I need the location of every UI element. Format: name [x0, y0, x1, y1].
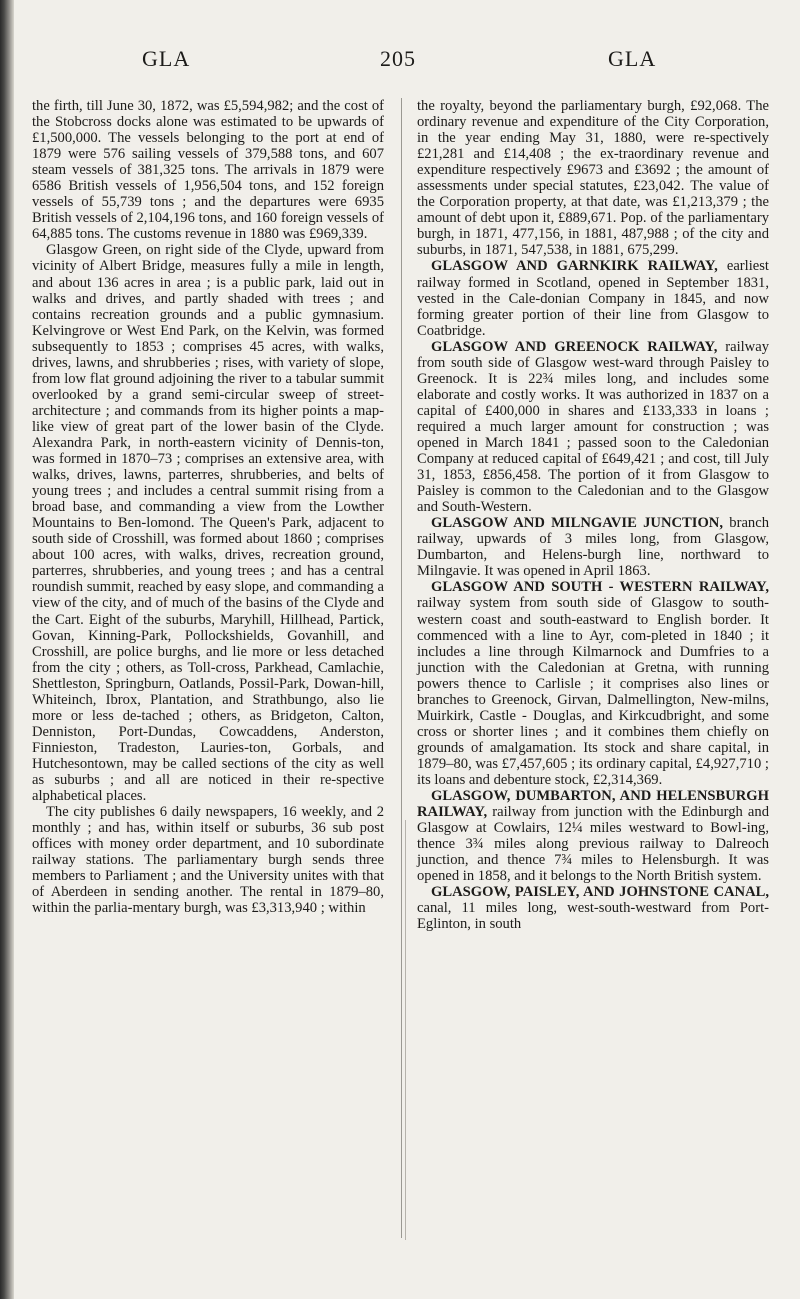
entry-glasgow-milngavie-junction	[417, 515, 769, 579]
left-column	[32, 98, 384, 916]
entry-body: railway from south side of Glasgow west-ward through Paisley to Greenock. It is 22¾ miles long, and includes some elaborate and costly works. It was authorized in 1837 on a capital of £400,000 in shares and £133,333 in loans ; required a much larger amount for construction ; was opened in March 1841 ; passed soon to the Caledonian Company at reduced capital of £649,421 ; and cost, till July 31, 1853, £856,458. The portion of it from Glasgow to Paisley is common to the Caledonian and to the Glasgow and South-Western.	[417, 338, 769, 516]
entry-headword: GLASGOW AND GARNKIRK RAILWAY,	[431, 258, 718, 275]
entry-glasgow-greenock-railway	[417, 339, 769, 516]
page-number: 205	[380, 46, 416, 71]
entry-headword: GLASGOW AND MILNGAVIE JUNCTION,	[431, 515, 723, 532]
paragraph-port-statistics: the firth, till June 30, 1872, was £5,594,982; and the cost of the Stobcross docks alone was estimated to be upwards of £1,500,000. The vessels belonging to the port at end of 1879 were 576 sailing vessels of 379,588 tons, and 607 steam vessels of 381,325 tons. The arrivals in 1879 were 6586 British vessels of 1,956,504 tons, and 152 foreign vessels of 55,739 tons ; and the departures were 6935 British vessels of 2,104,196 tons, and 160 foreign vessels of 64,885 tons. The customs revenue in 1880 was £969,339.	[32, 98, 384, 243]
paragraph-newspapers-and-rental: The city publishes 6 daily newspapers, 16 weekly, and 2 monthly ; and has, within itself or suburbs, 36 sub post offices with money order department, and 10 subordinate railway stations. The parliamentary burgh sends three members to Parliament ; and the University unites with that of Aberdeen in sending another. The rental in 1879–80, within the parlia-mentary burgh, was £3,313,940 ; within	[32, 804, 384, 917]
header-left-word: GLA	[142, 46, 191, 71]
entry-body: branch railway, upwards of 3 miles long, from Glasgow, Dumbarton, and Helens-burgh line, northward to Milngavie. It was opened in April 1863.	[417, 515, 769, 580]
entry-body: railway system from south side of Glasgow to south-western coast and south-eastward to English border. It commenced with a line to Ayr, com-pleted in 1840 ; it includes a line through Kilmarnock and Dumfries to a junction with the Caledonian at Gretna, with running powers thence to Carlisle ; it comprises also lines or branches to Greenock, Girvan, Dalmellington, New-milns, Muirkirk, Castle - Douglas, and Kirkcudbright, and some cross or shorter lines ; and it combines them chiefly on grounds of amalgamation. Its stock and share capital, in 1879–80, was £7,457,605 ; its ordinary capital, £4,927,710 ; its loans and debenture stock, £2,314,369.	[417, 595, 769, 788]
entry-glasgow-paisley-johnstone-canal	[417, 884, 769, 932]
entry-headword: GLASGOW, DUMBARTON, AND HELENSBURGH RAILWAY,	[417, 788, 769, 821]
paragraph-royalty-revenue: the royalty, beyond the parliamentary burgh, £92,068. The ordinary revenue and expenditure of the City Corporation, in the year ending May 31, 1880, were re-spectively £21,281 and £14,408 ; the ex-traordinary revenue and expenditure respectively £9673 and £3692 ; the amount of assessments under special statutes, £23,042. The value of the Corporation property, at that date, was £1,213,379 ; the amount of debt upon it, £889,671. Pop. of the parliamentary burgh, in 1871, 477,156, in 1881, 487,988 ; of the city and suburbs, in 1871, 547,538, in 1881, 675,299.	[417, 98, 769, 259]
header-right-word: GLA	[608, 46, 657, 71]
entry-glasgow-dumbarton-helensburgh-railway	[417, 788, 769, 884]
paragraph-parks-and-suburbs: Glasgow Green, on right side of the Clyde, upward from vicinity of Albert Bridge, measures fully a mile in length, and about 136 acres in area ; is a public park, laid out in walks and drives, and partly shaded with trees ; and contains recreation grounds and a public gymnasium. Kelvingrove or West End Park, on the Kelvin, was formed subsequently to 1853 ; comprises 45 acres, with walks, drives, lawns, and shrubberies ; rises, with variety of slope, from low flat ground adjoining the river to a tabular summit overlooked by a grand semi-circular sweep of street-architecture ; and commands from its higher points a map-like view of great part of the lower basin of the Clyde. Alexandra Park, in north-eastern vicinity of Dennis-ton, was formed in 1870–73 ; comprises an extensive area, with walks, drives, lawns, parterres, shrubberies, and belts of young trees ; and includes a central summit rising from a broad base, and commanding a view from the Lowther Mountains to Ben-lomond. The Queen's Park, adjacent to south side of Crosshill, was formed about 1860 ; comprises about 100 acres, with walks, drives, recreation ground, parterres, shrubberies, and young trees ; and has a central roundish summit, reached by easy slope, and commanding a view of the city, and of much of the basins of the Clyde and the Cart. Eight of the suburbs, Maryhill, Hillhead, Partick, Govan, Kinning-Park, Pollockshields, Govanhill, and Crosshill, are police burghs, and lie more or less detached from the city ; others, as Toll-cross, Parkhead, Camlachie, Shettleston, Springburn, Oatlands, Possil-Park, Dowan-hill, Whiteinch, Ibrox, Plantation, and Strathbungo, also lie more or less de-tached ; others, as Bridgeton, Calton, Denniston, Port-Dundas, Cowcaddens, Anderston, Finnieston, Tradeston, Lauries-ton, Gorbals, and Hutchesontown, may be called sections of the city as well as suburbs ; and all are noticed in their re-spective alphabetical places.	[32, 242, 384, 805]
entry-glasgow-garnkirk-railway	[417, 258, 769, 338]
entry-glasgow-south-western-railway	[417, 579, 769, 788]
entry-body: canal, 11 miles long, west-south-westward from Port-Eglinton, in south	[417, 900, 769, 933]
column-divider-secondary	[405, 820, 406, 1240]
entry-headword: GLASGOW AND GREENOCK RAILWAY,	[431, 338, 718, 355]
entry-body: earliest railway formed in Scotland, opened in September 1831, vested in the Cale-donian Company in 1845, and now forming greater portion of their line from Glasgow to Coatbridge.	[417, 258, 769, 339]
entry-body: railway from junction with the Edinburgh and Glasgow at Cowlairs, 12¼ miles westward to Bowl-ing, thence 3¾ miles along previous railway to Dalreoch junction, and thence 7¾ miles to Helensburgh. It was opened in 1858, and it belongs to the North British system.	[417, 804, 769, 885]
book-binding-shadow	[0, 0, 14, 1299]
entry-headword: GLASGOW, PAISLEY, AND JOHNSTONE CANAL,	[431, 884, 769, 901]
running-header	[0, 46, 800, 76]
column-divider	[401, 98, 402, 1238]
right-column	[417, 98, 769, 932]
entry-headword: GLASGOW AND SOUTH - WESTERN RAILWAY,	[431, 579, 769, 596]
